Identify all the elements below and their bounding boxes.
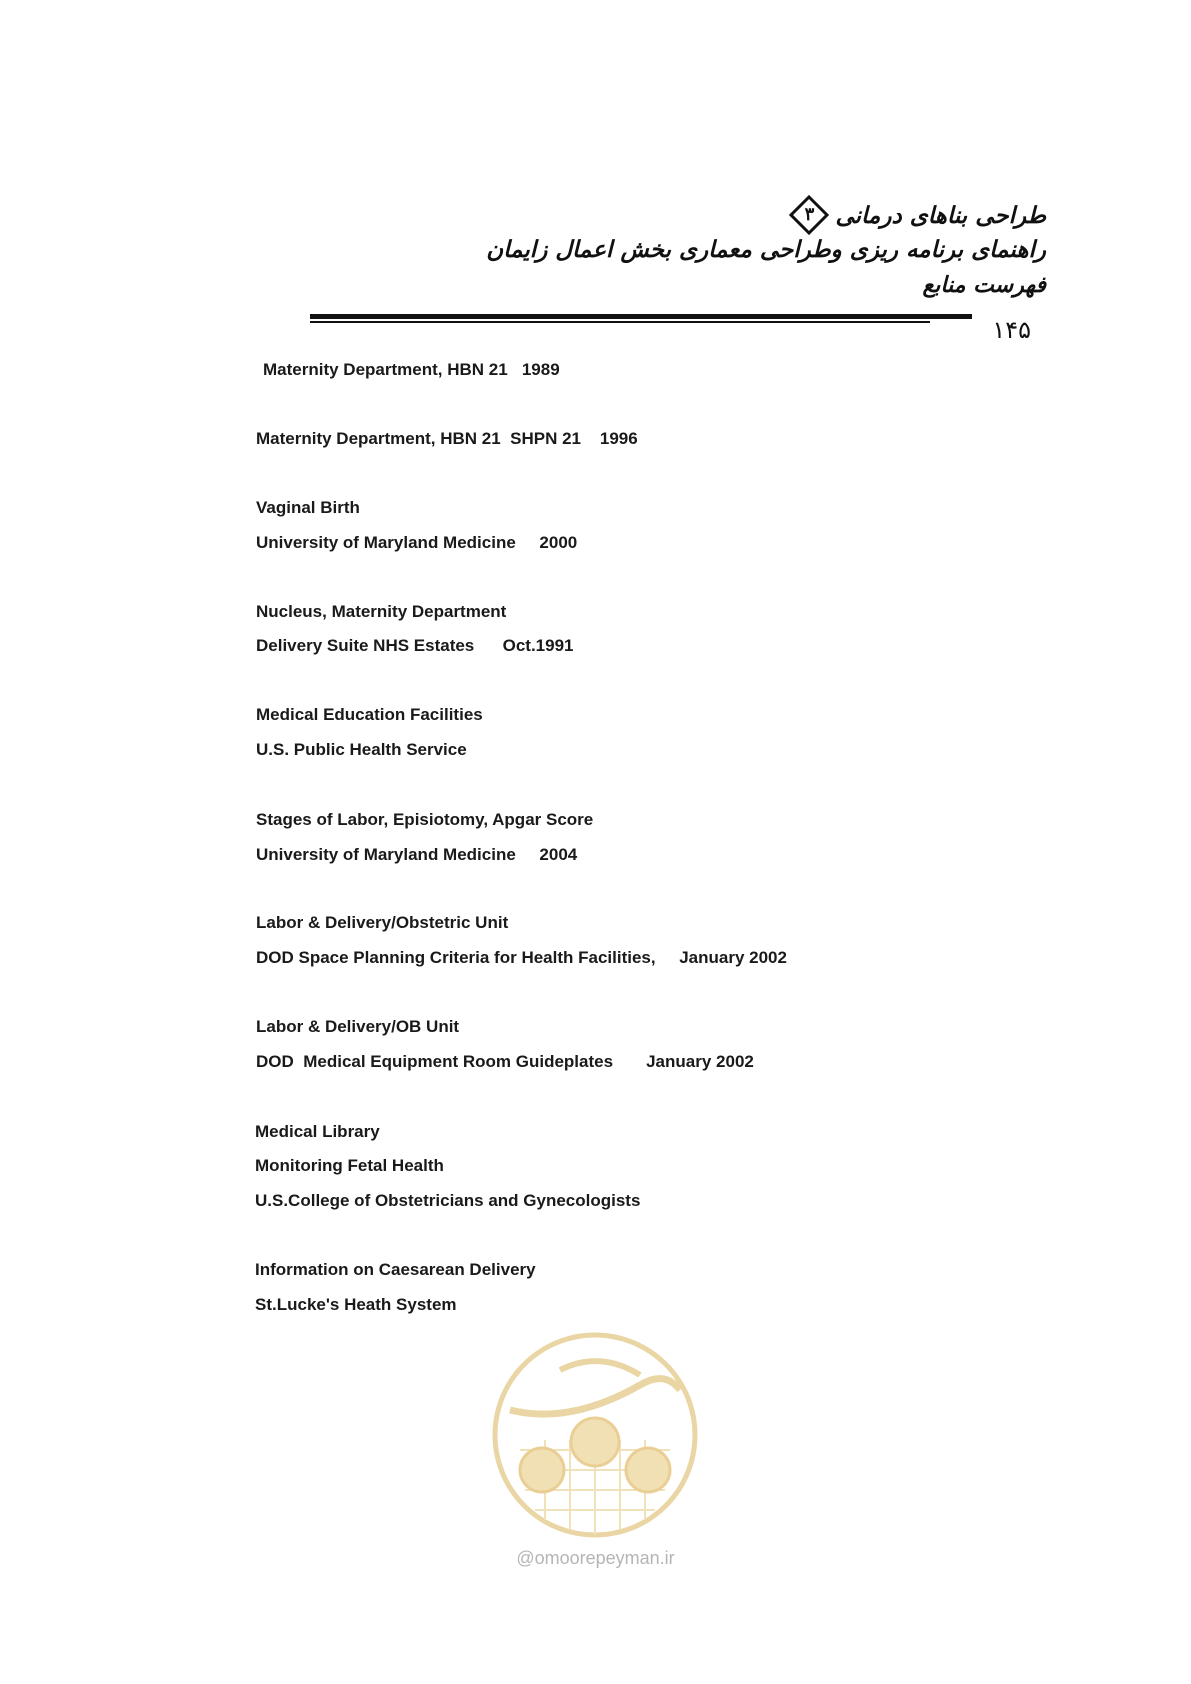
header-rule bbox=[310, 314, 972, 319]
reference-line: Maternity Department, HBN 21 1989 bbox=[263, 360, 560, 379]
reference-line: Medical Library bbox=[255, 1122, 380, 1141]
reference-line: Maternity Department, HBN 21 SHPN 21 1996 bbox=[256, 429, 638, 448]
reference-line: U.S. Public Health Service bbox=[256, 740, 467, 759]
reference-line: Medical Education Facilities bbox=[256, 705, 483, 724]
reference-line: University of Maryland Medicine 2004 bbox=[256, 845, 578, 864]
page-number: ۱۴۵ bbox=[992, 316, 1031, 344]
reference-line: Labor & Delivery/OB Unit bbox=[256, 1017, 460, 1036]
watermark-logo-icon bbox=[490, 1330, 700, 1540]
watermark-text: @omoorepeyman.ir bbox=[516, 1548, 675, 1568]
section-title: فهرست منابع bbox=[922, 272, 1046, 298]
reference-line: Delivery Suite NHS Estates Oct.1991 bbox=[256, 636, 574, 655]
reference-line: Monitoring Fetal Health bbox=[255, 1156, 444, 1175]
reference-line: Vaginal Birth bbox=[256, 498, 360, 517]
reference-line: Information on Caesarean Delivery bbox=[255, 1260, 536, 1279]
reference-line: Labor & Delivery/Obstetric Unit bbox=[256, 913, 509, 932]
reference-line: St.Lucke's Heath System bbox=[255, 1295, 457, 1314]
reference-line: U.S.College of Obstetricians and Gynecologists bbox=[255, 1191, 641, 1210]
reference-line: DOD Medical Equipment Room Guideplates January 2002 bbox=[256, 1052, 754, 1071]
header-title-text: طراحی بناهای درمانی bbox=[835, 201, 1046, 229]
header-subtitle: راهنمای برنامه ریزی وطراحی معماری بخش اعمال زایمان bbox=[486, 236, 1046, 263]
reference-line: University of Maryland Medicine 2000 bbox=[256, 533, 578, 552]
header-title bbox=[789, 195, 1046, 235]
diamond-badge-icon bbox=[789, 195, 829, 235]
badge-number: ۳ bbox=[804, 204, 815, 225]
reference-line: DOD Space Planning Criteria for Health Facilities, January 2002 bbox=[256, 948, 787, 967]
reference-line: Stages of Labor, Episiotomy, Apgar Score bbox=[256, 810, 594, 829]
header-rule-thin bbox=[310, 321, 930, 323]
reference-line: Nucleus, Maternity Department bbox=[256, 602, 507, 621]
